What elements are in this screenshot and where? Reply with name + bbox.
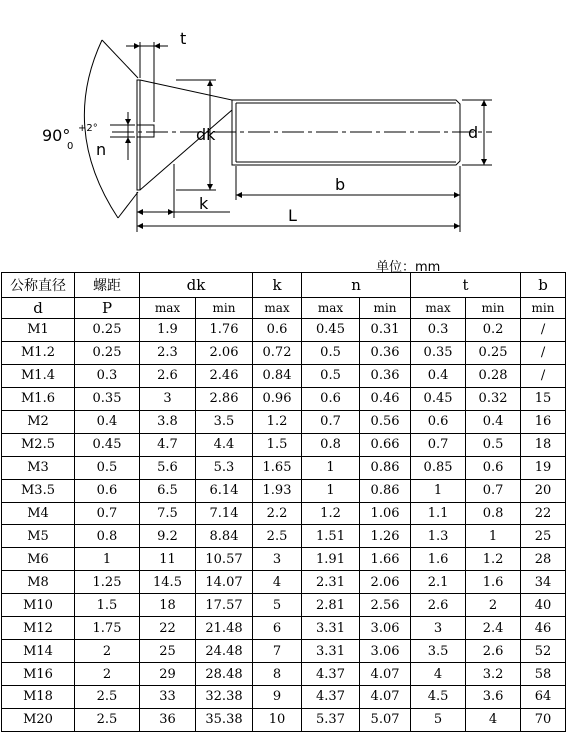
cell-dk-max: 3 (140, 387, 196, 410)
cell-t-max: 1.1 (411, 502, 466, 525)
cell-size: M12 (2, 617, 75, 640)
header-dk-max: max (140, 298, 196, 319)
cell-n-min: 0.56 (360, 410, 411, 433)
cell-dk-min: 32.38 (196, 686, 253, 709)
cell-t-min: 1.6 (466, 571, 521, 594)
cell-n-min: 2.06 (360, 571, 411, 594)
cell-b-min: 16 (521, 410, 566, 433)
cell-dk-min: 2.06 (196, 341, 253, 364)
cell-pitch: 1 (75, 548, 140, 571)
cell-dk-max: 2.6 (140, 364, 196, 387)
cell-t-min: 1.2 (466, 548, 521, 571)
cell-n-max: 2.81 (302, 594, 360, 617)
cell-t-min: 0.25 (466, 341, 521, 364)
table-row (2, 640, 566, 663)
cell-pitch: 2 (75, 640, 140, 663)
cell-dk-max: 5.6 (140, 456, 196, 479)
cell-size: M14 (2, 640, 75, 663)
cell-k-max: 7 (253, 640, 302, 663)
cell-n-max: 4.37 (302, 686, 360, 709)
cell-k-max: 1.5 (253, 433, 302, 456)
header-dk: dk (140, 273, 253, 298)
cell-size: M18 (2, 686, 75, 709)
cell-k-max: 3 (253, 548, 302, 571)
cell-pitch: 0.25 (75, 341, 140, 364)
cell-pitch: 0.8 (75, 525, 140, 548)
cell-pitch: 1.75 (75, 617, 140, 640)
cell-b-min: 58 (521, 663, 566, 686)
cell-size: M2 (2, 410, 75, 433)
cell-t-max: 0.35 (411, 341, 466, 364)
label-d: d (468, 123, 479, 142)
cell-n-min: 4.07 (360, 663, 411, 686)
cell-n-max: 4.37 (302, 663, 360, 686)
cell-n-max: 1.51 (302, 525, 360, 548)
cell-t-min: 2.4 (466, 617, 521, 640)
header-n-min: min (360, 298, 411, 319)
cell-pitch: 0.25 (75, 319, 140, 342)
cell-t-max: 1.6 (411, 548, 466, 571)
cell-pitch: 2.5 (75, 686, 140, 709)
header-nominal: 公称直径 (2, 273, 75, 298)
cell-k-max: 9 (253, 686, 302, 709)
cell-pitch: 1.25 (75, 571, 140, 594)
cell-t-max: 4 (411, 663, 466, 686)
header-row-1 (2, 273, 566, 298)
table-row (2, 502, 566, 525)
unit-label: 单位：mm (376, 260, 441, 275)
cell-dk-max: 36 (140, 708, 196, 731)
cell-dk-min: 5.3 (196, 456, 253, 479)
cell-n-min: 0.66 (360, 433, 411, 456)
cell-dk-min: 28.48 (196, 663, 253, 686)
cell-n-min: 0.46 (360, 387, 411, 410)
cell-size: M10 (2, 594, 75, 617)
cell-n-max: 1 (302, 479, 360, 502)
cell-dk-min: 7.14 (196, 502, 253, 525)
cell-n-min: 0.86 (360, 456, 411, 479)
table-row (2, 456, 566, 479)
cell-b-min: 20 (521, 479, 566, 502)
cell-t-min: 0.8 (466, 502, 521, 525)
cell-b-min: / (521, 364, 566, 387)
cell-t-min: 3.6 (466, 686, 521, 709)
cell-dk-min: 3.5 (196, 410, 253, 433)
cell-n-max: 2.31 (302, 571, 360, 594)
cell-size: M3.5 (2, 479, 75, 502)
table-row (2, 525, 566, 548)
table-row (2, 387, 566, 410)
table-row (2, 319, 566, 342)
cell-n-min: 0.86 (360, 479, 411, 502)
cell-b-min: 15 (521, 387, 566, 410)
cell-t-min: 2.6 (466, 640, 521, 663)
cell-k-max: 0.96 (253, 387, 302, 410)
cell-n-max: 0.7 (302, 410, 360, 433)
cell-pitch: 2 (75, 663, 140, 686)
cell-dk-max: 25 (140, 640, 196, 663)
cell-n-min: 5.07 (360, 708, 411, 731)
cell-pitch: 1.5 (75, 594, 140, 617)
label-angle-tol-upper: +2° (78, 123, 98, 134)
cell-b-min: 25 (521, 525, 566, 548)
cell-n-max: 3.31 (302, 640, 360, 663)
cell-b-min: 40 (521, 594, 566, 617)
cell-t-max: 0.7 (411, 433, 466, 456)
header-b-min: min (521, 298, 566, 319)
cell-b-min: 46 (521, 617, 566, 640)
cell-size: M8 (2, 571, 75, 594)
table-row (2, 433, 566, 456)
cell-n-max: 1.91 (302, 548, 360, 571)
spec-table-body (2, 319, 566, 732)
label-dk: dk (196, 125, 216, 144)
table-row (2, 686, 566, 709)
cell-dk-min: 17.57 (196, 594, 253, 617)
table-row (2, 617, 566, 640)
cell-k-max: 5 (253, 594, 302, 617)
cell-dk-min: 1.76 (196, 319, 253, 342)
cell-pitch: 0.45 (75, 433, 140, 456)
cell-size: M6 (2, 548, 75, 571)
header-d: d (2, 298, 75, 319)
cell-dk-max: 2.3 (140, 341, 196, 364)
cell-dk-max: 11 (140, 548, 196, 571)
cell-k-max: 2.5 (253, 525, 302, 548)
cell-size: M1 (2, 319, 75, 342)
screw-head-outline (137, 80, 232, 190)
cell-t-max: 2.6 (411, 594, 466, 617)
cell-size: M5 (2, 525, 75, 548)
label-b: b (335, 175, 346, 194)
cell-dk-max: 22 (140, 617, 196, 640)
cell-n-min: 2.56 (360, 594, 411, 617)
cell-pitch: 2.5 (75, 708, 140, 731)
cell-t-min: 0.32 (466, 387, 521, 410)
cell-n-min: 1.06 (360, 502, 411, 525)
cell-t-max: 5 (411, 708, 466, 731)
cell-t-max: 0.6 (411, 410, 466, 433)
screw-drawing (0, 0, 567, 262)
header-n-max: max (302, 298, 360, 319)
table-row (2, 708, 566, 731)
cell-n-min: 4.07 (360, 686, 411, 709)
cell-b-min: / (521, 341, 566, 364)
spec-table (1, 272, 566, 732)
cell-size: M16 (2, 663, 75, 686)
cell-t-min: 3.2 (466, 663, 521, 686)
header-n: n (302, 273, 411, 298)
cell-dk-min: 4.4 (196, 433, 253, 456)
header-t: t (411, 273, 521, 298)
cell-t-max: 3 (411, 617, 466, 640)
cell-b-min: / (521, 319, 566, 342)
cell-size: M1.4 (2, 364, 75, 387)
table-row (2, 341, 566, 364)
cell-n-max: 1.2 (302, 502, 360, 525)
cell-k-max: 8 (253, 663, 302, 686)
cell-t-min: 0.28 (466, 364, 521, 387)
header-t-max: max (411, 298, 466, 319)
header-b: b (521, 273, 566, 298)
cell-size: M4 (2, 502, 75, 525)
cell-k-max: 4 (253, 571, 302, 594)
cell-pitch: 0.5 (75, 456, 140, 479)
cell-t-max: 3.5 (411, 640, 466, 663)
cell-n-min: 0.36 (360, 341, 411, 364)
cell-size: M2.5 (2, 433, 75, 456)
cell-dk-min: 6.14 (196, 479, 253, 502)
table-row (2, 594, 566, 617)
cell-b-min: 18 (521, 433, 566, 456)
cell-k-max: 2.2 (253, 502, 302, 525)
label-t: t (180, 29, 187, 48)
cell-t-min: 0.5 (466, 433, 521, 456)
header-dk-min: min (196, 298, 253, 319)
header-row-2 (2, 298, 566, 319)
cell-pitch: 0.7 (75, 502, 140, 525)
cell-dk-min: 10.57 (196, 548, 253, 571)
cell-n-max: 0.5 (302, 341, 360, 364)
label-angle-tol-lower: 0 (67, 141, 74, 152)
cell-k-max: 1.93 (253, 479, 302, 502)
cell-k-max: 0.84 (253, 364, 302, 387)
cell-dk-max: 3.8 (140, 410, 196, 433)
cell-n-min: 0.31 (360, 319, 411, 342)
cell-t-min: 0.2 (466, 319, 521, 342)
cell-t-max: 4.5 (411, 686, 466, 709)
cell-k-max: 10 (253, 708, 302, 731)
cell-dk-max: 6.5 (140, 479, 196, 502)
cell-n-max: 0.6 (302, 387, 360, 410)
cell-k-max: 6 (253, 617, 302, 640)
table-row (2, 410, 566, 433)
cell-n-max: 0.5 (302, 364, 360, 387)
cell-pitch: 0.6 (75, 479, 140, 502)
table-row (2, 571, 566, 594)
cell-k-max: 0.72 (253, 341, 302, 364)
cell-dk-min: 2.86 (196, 387, 253, 410)
cell-b-min: 22 (521, 502, 566, 525)
cell-dk-min: 21.48 (196, 617, 253, 640)
cell-k-max: 1.65 (253, 456, 302, 479)
cell-t-min: 0.6 (466, 456, 521, 479)
cell-b-min: 70 (521, 708, 566, 731)
cell-n-max: 0.8 (302, 433, 360, 456)
cell-dk-min: 35.38 (196, 708, 253, 731)
cell-dk-min: 14.07 (196, 571, 253, 594)
cell-k-max: 0.6 (253, 319, 302, 342)
cell-size: M1.6 (2, 387, 75, 410)
cell-t-min: 0.7 (466, 479, 521, 502)
cell-t-max: 1.3 (411, 525, 466, 548)
header-k-max: max (253, 298, 302, 319)
cell-pitch: 0.4 (75, 410, 140, 433)
cell-dk-max: 18 (140, 594, 196, 617)
cell-t-min: 4 (466, 708, 521, 731)
cell-dk-max: 33 (140, 686, 196, 709)
cell-n-min: 3.06 (360, 617, 411, 640)
cell-dk-max: 29 (140, 663, 196, 686)
header-t-min: min (466, 298, 521, 319)
label-angle: 90° (42, 126, 71, 145)
cell-n-max: 1 (302, 456, 360, 479)
cell-n-min: 0.36 (360, 364, 411, 387)
cell-t-max: 2.1 (411, 571, 466, 594)
table-row (2, 364, 566, 387)
cell-dk-min: 8.84 (196, 525, 253, 548)
table-row (2, 479, 566, 502)
header-k: k (253, 273, 302, 298)
cell-size: M3 (2, 456, 75, 479)
cell-k-max: 1.2 (253, 410, 302, 433)
cell-pitch: 0.3 (75, 364, 140, 387)
cell-n-max: 0.45 (302, 319, 360, 342)
cell-dk-max: 14.5 (140, 571, 196, 594)
header-p: P (75, 298, 140, 319)
cell-pitch: 0.35 (75, 387, 140, 410)
table-row (2, 548, 566, 571)
cell-t-min: 2 (466, 594, 521, 617)
cell-n-min: 3.06 (360, 640, 411, 663)
cell-n-max: 5.37 (302, 708, 360, 731)
label-n: n (96, 140, 107, 159)
cell-t-min: 1 (466, 525, 521, 548)
cell-dk-min: 24.48 (196, 640, 253, 663)
label-L: L (288, 206, 297, 225)
label-k: k (199, 194, 209, 213)
cell-t-max: 1 (411, 479, 466, 502)
cell-t-max: 0.85 (411, 456, 466, 479)
cell-t-min: 0.4 (466, 410, 521, 433)
cell-size: M20 (2, 708, 75, 731)
table-row (2, 663, 566, 686)
cell-n-max: 3.31 (302, 617, 360, 640)
cell-dk-max: 7.5 (140, 502, 196, 525)
cell-n-min: 1.66 (360, 548, 411, 571)
cell-dk-max: 9.2 (140, 525, 196, 548)
cell-t-max: 0.4 (411, 364, 466, 387)
header-pitch: 螺距 (75, 273, 140, 298)
cell-t-max: 0.45 (411, 387, 466, 410)
cell-t-max: 0.3 (411, 319, 466, 342)
cell-b-min: 52 (521, 640, 566, 663)
cell-dk-max: 1.9 (140, 319, 196, 342)
cell-dk-min: 2.46 (196, 364, 253, 387)
cell-b-min: 64 (521, 686, 566, 709)
cell-size: M1.2 (2, 341, 75, 364)
cell-n-min: 1.26 (360, 525, 411, 548)
cell-b-min: 19 (521, 456, 566, 479)
cell-b-min: 28 (521, 548, 566, 571)
cell-b-min: 34 (521, 571, 566, 594)
cell-dk-max: 4.7 (140, 433, 196, 456)
